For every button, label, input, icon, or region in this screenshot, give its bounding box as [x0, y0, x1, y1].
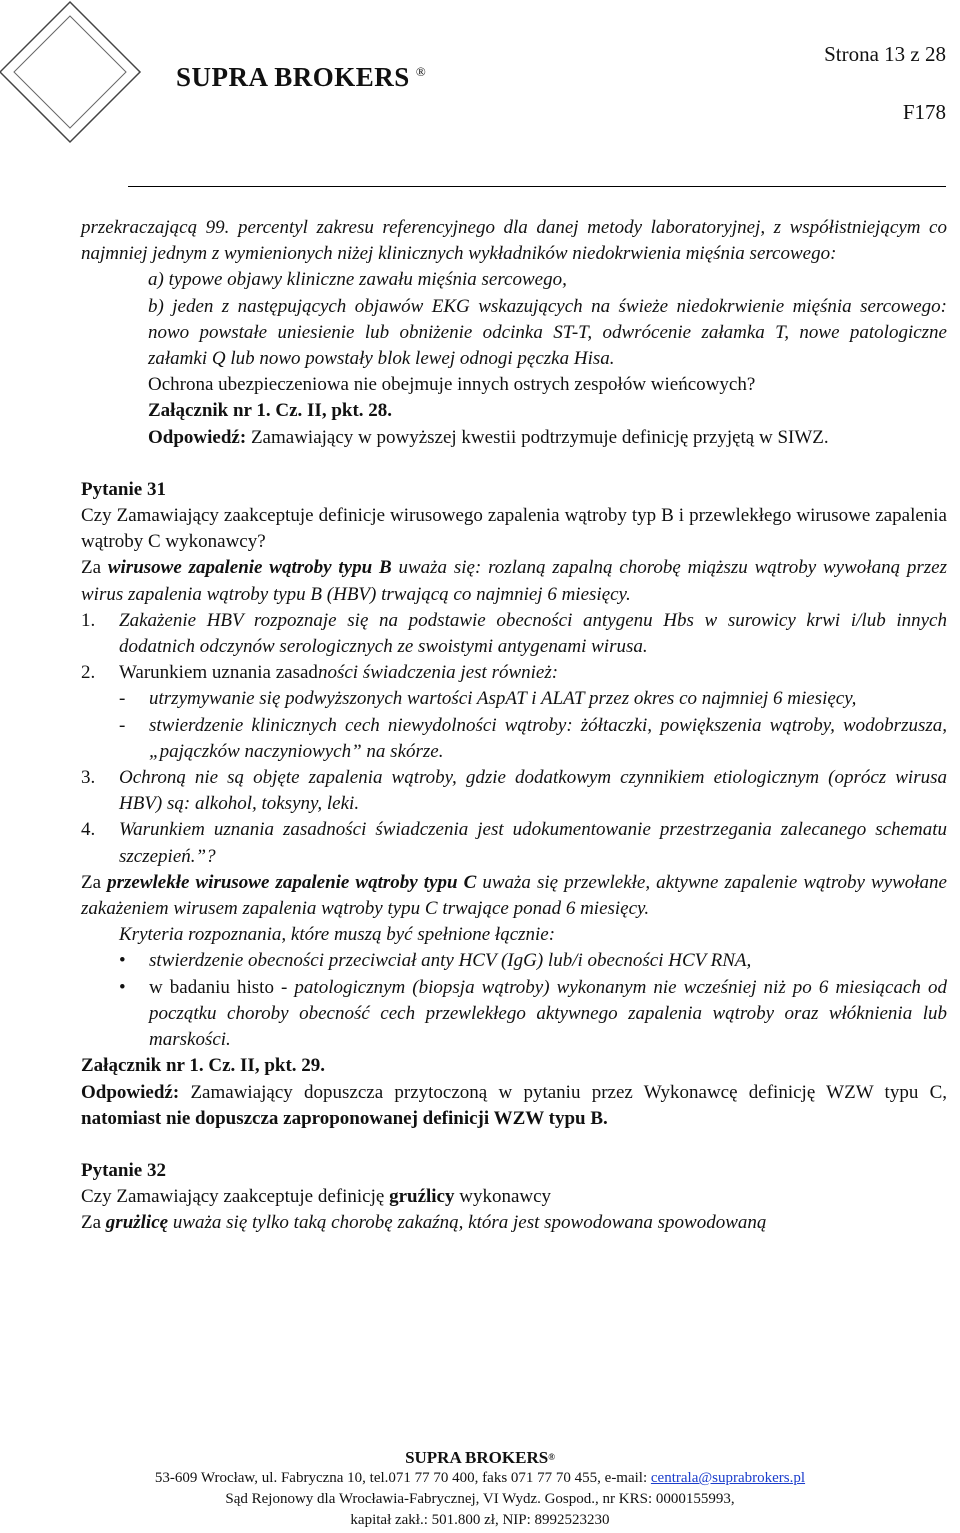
dash-item-2: - stwierdzenie klinicznych cech niewydolności wątroby: żółtaczki, powiększenia wątroby, wodobrzusza, „pajączków naczyniowych” na skórze.: [119, 714, 947, 762]
para-percentile: przekraczającą 99. percentyl zakresu referencyjnego dla danej metody laboratoryjnej, z współistniejącym co najmniej jednym z wymienionych niżej klinicznych wykładników niedokrwienia mięśnia sercowego:: [81, 217, 947, 265]
list-item-2: 2. Warunkiem uznania zasadności świadczenia jest również:: [81, 662, 559, 684]
company-logo: [0, 0, 160, 160]
definition-tuberculosis: Za grużlicę uważa się tylko taką chorobę zakaźną, która jest spowodowana spowodowaną: [81, 1212, 767, 1234]
footer-capital: kapitał zakł.: 501.800 zł, NIP: 8992523230: [350, 1512, 610, 1528]
definition-wzw-c: Za przewlekłe wirusowe zapalenie wątroby typu C uważa się przewlekłe, aktywne zapalenie wątroby wywołane zakażeniem wirusem zapalenia wątroby typu C trwające ponad 6 miesięcy.: [81, 871, 947, 920]
para-ekg-b: b) jeden z następujących objawów EKG wskazujących na świeże niedokrwienie mięśnia sercowego: nowo powstałe uniesienie lub obniżenie odcinka ST-T, odwrócenie załamka T, nowe patologiczne załamki Q lub nowo powstały blok lewej odnogi pęczka Hisa.: [148, 295, 947, 370]
page-number: Strona 13 z 28: [824, 42, 946, 66]
header-brand: SUPRA BROKERS ®: [176, 62, 427, 92]
footer-email-link[interactable]: centrala@suprabrokers.pl: [650, 1470, 806, 1486]
page-footer: [0, 1447, 960, 1531]
document-body: [81, 215, 947, 1237]
footer-address: 53-609 Wrocław, ul. Fabryczna 10, tel.071 77 70 400, faks 071 77 70 455, e-mail: centrala@suprabrokers.pl: [154, 1470, 806, 1486]
footer-court: Sąd Rejonowy dla Wrocławia-Fabrycznej, VI Wydz. Gospod., nr KRS: 0000155993,: [225, 1491, 735, 1507]
question-32-text: Czy Zamawiający zaakceptuje definicję gruźlicy wykonawcy: [81, 1186, 552, 1208]
question-31-title: Pytanie 31: [81, 478, 166, 500]
list-item-4: 4. Warunkiem uznania zasadności świadczenia jest udokumentowanie przestrzegania zalecanego schematu szczepień.”?: [81, 819, 947, 867]
list-item-1: 1. Zakażenie HBV rozpoznaje się na podstawie obecności antygenu Hbs w surowicy krwi i/lub innych dodatnich odczynów serologicznych ze swoistymi antygenami wirusa.: [81, 609, 947, 658]
para-exclusion: Ochrona ubezpieczeniowa nie obejmuje innych ostrych zespołów wieńcowych?: [148, 374, 756, 396]
attachment-ref-28: Załącznik nr 1. Cz. II, pkt. 28.: [148, 400, 393, 422]
criteria-heading: Kryteria rozpoznania, które muszą być spełnione łącznie:: [119, 924, 556, 946]
footer-brand: SUPRA BROKERS®: [405, 1448, 555, 1467]
definition-wzw-b: Za wirusowe zapalenie wątroby typu B uważa się: rozlaną zapalną chorobę miąższu wątroby wywołaną przez wirus zapalenia wątroby typu B (HBV) trwającą co najmniej 6 miesięcy.: [81, 557, 947, 605]
answer-28: Odpowiedź: Zamawiający w powyższej kwestii podtrzymuje definicję przyjętą w SIWZ.: [148, 426, 829, 448]
form-code: F178: [902, 100, 946, 124]
para-symptoms-a: a) typowe objawy kliniczne zawału mięśnia sercowego,: [148, 269, 567, 291]
attachment-ref-29: Załącznik nr 1. Cz. II, pkt. 29.: [81, 1055, 326, 1077]
question-32-title: Pytanie 32: [81, 1159, 166, 1181]
list-item-3: 3. Ochroną nie są objęte zapalenia wątroby, gdzie dodatkowym czynnikiem etiologicznym (oprócz wirusa HBV) są: alkohol, toksyny, leki.: [81, 767, 947, 815]
question-31-text: Czy Zamawiający zaakceptuje definicje wirusowego zapalenia wątroby typ B i przewlekłego wirusowe zapalenia wątroby C wykonawcy?: [81, 505, 947, 553]
bullet-item-2: • w badaniu histo - patologicznym (biopsja wątroby) wykonanym nie wcześniej niż po 6 miesiącach od początku choroby obecność cech przewlekłego aktywnego zapalenia wątroby oraz włóknienia lub marskości.: [119, 976, 947, 1051]
bullet-item-1: • stwierdzenie obecności przeciwciał anty HCV (IgG) lub/i obecności HCV RNA,: [119, 950, 752, 972]
dash-item-1: - utrzymywanie się podwyższonych wartości AspAT i ALAT przez okres co najmniej 6 miesięcy,: [119, 688, 857, 710]
answer-29: Odpowiedź: Zamawiający dopuszcza przytoczoną w pytaniu przez Wykonawcę definicję WZW typu C, natomiast nie dopuszcza zaproponowanej definicji WZW typu B.: [81, 1081, 947, 1129]
header-divider: [128, 186, 946, 187]
